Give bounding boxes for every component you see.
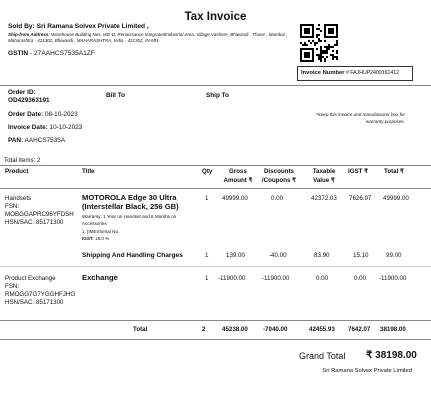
exchange-title: Exchange — [82, 273, 118, 282]
col-header-igst: IGST ₹ — [348, 168, 369, 175]
col-header-total: Total ₹ — [384, 168, 404, 175]
header-divider — [0, 85, 431, 86]
table-top-divider — [0, 165, 431, 166]
shipping-title: Shipping And Handling Charges — [82, 252, 183, 259]
product-title-line1: MOTOROLA Edge 30 Ultra — [82, 193, 177, 202]
col-header-product: Product — [5, 168, 29, 175]
table-row-title-cell — [82, 193, 179, 242]
row-total: 99.00 — [386, 252, 402, 259]
grand-total-label: Grand Total — [299, 351, 346, 361]
order-date-value: 08-10-2023 — [43, 111, 78, 118]
warranty-note: *Keep this invoice and manufacturer box for warranty purposes. — [315, 112, 405, 124]
pan-value: AAHCS7535A — [23, 137, 66, 144]
col-header-discounts — [258, 168, 300, 185]
invoice-date-value: 10-10-2023 — [47, 124, 83, 131]
row-discount: -40.00 — [269, 252, 287, 259]
pan — [8, 137, 65, 144]
row-discount: 0.00 — [271, 195, 284, 202]
totals-discount: -7040.00 — [263, 326, 288, 333]
row-gross: -11900.00 — [218, 275, 246, 282]
col-header-disc-line2: /Coupons ₹ — [261, 176, 297, 184]
invoice-number-label: Invoice Number — [301, 70, 345, 76]
totals-gross: 45238.00 — [222, 326, 248, 333]
col-header-taxable-line2: Value ₹ — [313, 176, 335, 184]
gstin — [8, 50, 95, 57]
product-category: Handsets — [5, 195, 32, 202]
totals-igst: 7642.07 — [348, 326, 371, 333]
row-taxable: 0.00 — [316, 275, 329, 282]
row-qty: 1 — [205, 252, 209, 259]
invoice-date-label: Invoice Date: — [8, 124, 48, 131]
product-hsn: HSN/SAC: 85171300 — [5, 219, 64, 226]
ship-to-heading: Ship To — [206, 92, 229, 99]
row-total: -11900.00 — [379, 275, 407, 282]
pan-label: PAN: — [8, 137, 24, 144]
table-header-divider — [0, 188, 431, 189]
row-igst: 15.10 — [353, 252, 369, 259]
grand-total-value: ₹ 38198.00 — [366, 350, 417, 361]
row-qty: 1 — [205, 195, 209, 202]
bill-to-heading: Bill To — [106, 92, 126, 99]
warranty-line2: Accessories — [82, 221, 107, 226]
col-header-qty: Qty — [202, 168, 213, 175]
product-fsn-label: FSN: — [5, 203, 20, 210]
row-total: 49999.00 — [383, 195, 409, 202]
order-date-label: Order Date: — [8, 111, 44, 118]
igst-rate-label: IGST: — [82, 236, 94, 241]
row-gross: 49999.00 — [222, 195, 248, 202]
invoice-number-box — [297, 66, 413, 81]
col-header-title: Title — [82, 168, 95, 175]
invoice-title: Tax Invoice — [184, 11, 247, 23]
row-divider — [0, 266, 431, 267]
imei: 1. [IMEI/Serial No. — [82, 229, 120, 234]
table-row-product-cell — [5, 275, 75, 307]
totals-bottom-divider — [0, 339, 431, 340]
product-fsn: RMOGG7G7YGGHFJHG — [5, 291, 76, 298]
col-header-disc-line1: Discounts — [264, 168, 294, 175]
order-id-label: Order ID: — [8, 89, 36, 96]
product-fsn: MOBGGAPRC96YFDSH — [5, 211, 74, 218]
col-header-gross — [218, 168, 258, 185]
product-title-line2: (Interstellar Black, 256 GB) — [82, 202, 179, 211]
row-taxable: 42372.03 — [311, 195, 337, 202]
row-gross: 139.00 — [226, 252, 245, 259]
ship-from-label: Ship-from Address: — [8, 32, 50, 37]
table-row-product-cell — [5, 195, 74, 227]
gstin-label: GSTIN — [8, 50, 29, 57]
totals-label: Total — [133, 326, 148, 333]
totals-taxable: 42455.93 — [309, 326, 335, 333]
igst-rate-value: 18.0 % — [93, 236, 110, 241]
gstin-value: - 27AAHCS7535A1ZF — [28, 50, 95, 57]
ship-from-text: Warehouse Building Nos. WE-D, Renaissance IntegratedIndustrial Area, Village Vashere, Bhiwandi , Thane , Mumbai , Maharashtra - 421302, Bhiwandi , MAHARASHTRA, India - 421302, IN-MH, — [8, 32, 288, 44]
product-fsn-label: FSN: — [5, 283, 20, 290]
col-header-taxable-line1: Taxable — [312, 168, 336, 175]
warranty-line1: Warranty: 1 Year on Handset and 6 Months on — [82, 214, 177, 219]
totals-total: 38198.00 — [380, 326, 406, 333]
sold-by: Sold By: Sri Ramana Solvex Private Limited , — [8, 23, 149, 30]
total-items: Total items: 2 — [4, 157, 41, 164]
row-qty: 1 — [205, 275, 209, 282]
ship-from-address — [8, 32, 300, 45]
order-date — [8, 111, 78, 118]
product-hsn: HSN/SAC: 85171300 — [5, 299, 64, 306]
totals-top-divider — [0, 320, 431, 321]
row-igst: 0.00 — [354, 275, 367, 282]
invoice-number-value: # FAJHUP2400161412 — [344, 70, 400, 76]
invoice-date — [8, 124, 82, 131]
product-category: Product Exchange — [5, 275, 56, 282]
qr-code-icon — [300, 24, 338, 62]
igst-rate — [82, 235, 179, 242]
col-header-gross-line2: Amount ₹ — [223, 176, 253, 184]
row-taxable: 83.90 — [314, 252, 330, 259]
row-igst: 7626.97 — [349, 195, 372, 202]
order-id-value: OD429363191 — [8, 97, 50, 104]
col-header-taxable — [306, 168, 342, 185]
col-header-gross-line1: Gross — [229, 168, 247, 175]
row-discount: -11900.00 — [262, 275, 290, 282]
totals-qty: 2 — [202, 326, 206, 333]
company-signature: Sri Ramana Solvex Private Limited — [322, 368, 412, 374]
